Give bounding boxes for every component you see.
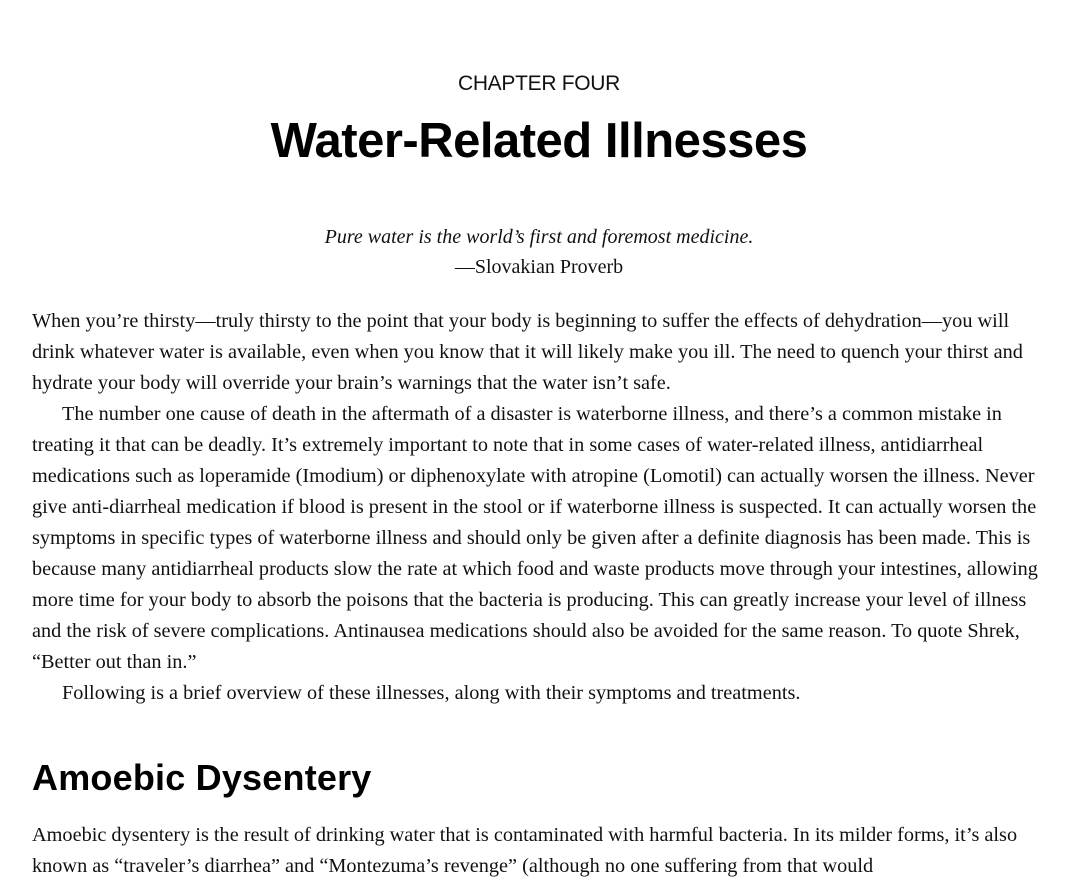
paragraph-warning: The number one cause of death in the aftermath of a disaster is waterborne illness, and there’s a common mistake in treating it that can be deadly. It’s extremely important to note that in some cases of water-related illness, antidiarrheal medications such as loperamide (Imodium) or diphenoxylate with atropine (Lomotil) can actually worsen the illness. Never give anti-diarrheal medication if blood is present in the stool or if waterborne illness is suspected. It can actually worsen the symptoms in specific types of waterborne illness and should only be given after a definite diagnosis has been made. This is because many antidiarrheal products slow the rate at which food and waste products move through your intestines, allowing more time for your body to absorb the poisons that the bacteria is producing. This can greatly increase your level of illness and the risk of severe complications. Antinausea medications should also be avoided for the same reason. To quote Shrek, “Better out than in.” [32, 403, 1038, 673]
section-heading: Amoebic Dysentery [32, 757, 372, 798]
epigraph-quote: Pure water is the world’s first and foremost medicine. [324, 226, 754, 248]
chapter-body [32, 306, 1044, 709]
epigraph [0, 222, 1078, 282]
paragraph-intro: When you’re thirsty—truly thirsty to the point that your body is beginning to suffer the effects of dehydration—you will drink whatever water is available, even when you know that it will likely make you ill. The need to quench your thirst and hydrate your body will override your brain’s warnings that the water isn’t safe. [32, 310, 1023, 394]
chapter-label: CHAPTER FOUR [457, 72, 621, 95]
section-body [32, 820, 1044, 882]
paragraph-overview: Following is a brief overview of these illnesses, along with their symptoms and treatments. [62, 682, 801, 704]
epigraph-attribution: —Slovakian Proverb [454, 256, 624, 278]
chapter-title: Water-Related Illnesses [270, 114, 808, 168]
section-paragraph: Amoebic dysentery is the result of drinking water that is contaminated with harmful bacteria. In its milder forms, it’s also known as “traveler’s diarrhea” and “Montezuma’s revenge” (although no one suffering from that would [32, 824, 1018, 877]
